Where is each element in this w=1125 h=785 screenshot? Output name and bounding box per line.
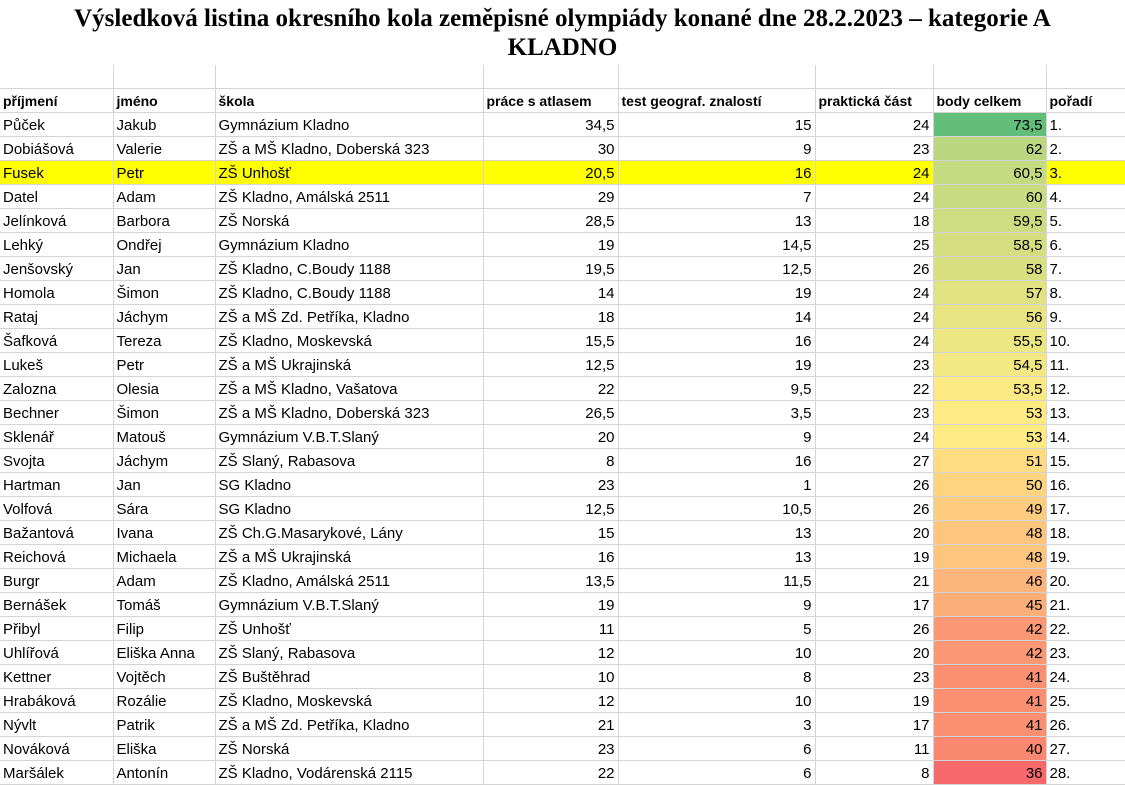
practical-score-cell[interactable]: 26 [815, 617, 933, 641]
rank-cell[interactable]: 8. [1046, 281, 1125, 305]
table-row [0, 473, 1125, 497]
surname-cell[interactable]: Bechner [0, 401, 113, 425]
practical-score-cell[interactable]: 17 [815, 713, 933, 737]
spreadsheet [0, 65, 1125, 785]
atlas-score-cell[interactable]: 15,5 [483, 329, 618, 353]
firstname-cell[interactable]: Tereza [113, 329, 215, 353]
surname-cell[interactable]: Šafková [0, 329, 113, 353]
total-score-cell[interactable]: 36 [933, 761, 1046, 785]
empty-cell[interactable] [1046, 65, 1125, 89]
firstname-cell[interactable]: Jáchym [113, 305, 215, 329]
atlas-score-cell[interactable]: 8 [483, 449, 618, 473]
table-row [0, 569, 1125, 593]
test-score-cell[interactable]: 12,5 [618, 257, 815, 281]
table-row [0, 761, 1125, 785]
rank-cell[interactable]: 13. [1046, 401, 1125, 425]
practical-score-cell[interactable]: 26 [815, 257, 933, 281]
rank-cell[interactable]: 6. [1046, 233, 1125, 257]
table-row [0, 113, 1125, 137]
school-cell[interactable]: ZŠ Norská [215, 737, 483, 761]
rank-cell[interactable]: 18. [1046, 521, 1125, 545]
practical-score-cell[interactable]: 22 [815, 377, 933, 401]
surname-cell[interactable]: Kettner [0, 665, 113, 689]
rank-cell[interactable]: 17. [1046, 497, 1125, 521]
school-cell[interactable]: ZŠ a MŠ Ukrajinská [215, 545, 483, 569]
surname-cell[interactable]: Lehký [0, 233, 113, 257]
total-score-cell[interactable]: 54,5 [933, 353, 1046, 377]
school-cell[interactable]: Gymnázium V.B.T.Slaný [215, 425, 483, 449]
test-score-cell[interactable]: 13 [618, 521, 815, 545]
rank-cell[interactable]: 22. [1046, 617, 1125, 641]
surname-cell[interactable]: Dobiášová [0, 137, 113, 161]
rank-cell[interactable]: 23. [1046, 641, 1125, 665]
table-row [0, 497, 1125, 521]
empty-cell[interactable] [815, 65, 933, 89]
atlas-score-cell[interactable]: 14 [483, 281, 618, 305]
header-rank[interactable]: pořadí [1046, 89, 1125, 113]
rank-cell[interactable]: 12. [1046, 377, 1125, 401]
header-test[interactable]: test geograf. znalostí [618, 89, 815, 113]
rank-cell[interactable]: 7. [1046, 257, 1125, 281]
firstname-cell[interactable]: Filip [113, 617, 215, 641]
atlas-score-cell[interactable]: 13,5 [483, 569, 618, 593]
practical-score-cell[interactable]: 25 [815, 233, 933, 257]
atlas-score-cell[interactable]: 22 [483, 377, 618, 401]
test-score-cell[interactable]: 16 [618, 329, 815, 353]
total-score-cell[interactable]: 55,5 [933, 329, 1046, 353]
surname-cell[interactable]: Uhlířová [0, 641, 113, 665]
test-score-cell[interactable]: 5 [618, 617, 815, 641]
school-cell[interactable]: ZŠ a MŠ Kladno, Doberská 323 [215, 401, 483, 425]
total-score-cell[interactable]: 41 [933, 665, 1046, 689]
practical-score-cell[interactable]: 24 [815, 161, 933, 185]
rank-cell[interactable]: 9. [1046, 305, 1125, 329]
total-score-cell[interactable]: 51 [933, 449, 1046, 473]
firstname-cell[interactable]: Ondřej [113, 233, 215, 257]
total-score-cell[interactable]: 73,5 [933, 113, 1046, 137]
test-score-cell[interactable]: 19 [618, 353, 815, 377]
firstname-cell[interactable]: Jakub [113, 113, 215, 137]
surname-cell[interactable]: Reichová [0, 545, 113, 569]
surname-cell[interactable]: Hrabáková [0, 689, 113, 713]
school-cell[interactable]: ZŠ Slaný, Rabasova [215, 449, 483, 473]
atlas-score-cell[interactable]: 20 [483, 425, 618, 449]
rank-cell[interactable]: 4. [1046, 185, 1125, 209]
test-score-cell[interactable]: 1 [618, 473, 815, 497]
practical-score-cell[interactable]: 27 [815, 449, 933, 473]
atlas-score-cell[interactable]: 23 [483, 737, 618, 761]
atlas-score-cell[interactable]: 19 [483, 593, 618, 617]
table-row [0, 449, 1125, 473]
empty-cell[interactable] [113, 65, 215, 89]
practical-score-cell[interactable]: 11 [815, 737, 933, 761]
title-line-1: Výsledková listina okresního kola zeměpisné olympiády konané dne 28.2.2023 – kategorie A [74, 5, 1051, 32]
school-cell[interactable]: ZŠ Kladno, Amálská 2511 [215, 185, 483, 209]
total-score-cell[interactable]: 57 [933, 281, 1046, 305]
atlas-score-cell[interactable]: 12 [483, 689, 618, 713]
surname-cell[interactable]: Jenšovský [0, 257, 113, 281]
school-cell[interactable]: Gymnázium V.B.T.Slaný [215, 593, 483, 617]
firstname-cell[interactable]: Vojtěch [113, 665, 215, 689]
test-score-cell[interactable]: 13 [618, 545, 815, 569]
rank-cell[interactable]: 14. [1046, 425, 1125, 449]
surname-cell[interactable]: Maršálek [0, 761, 113, 785]
test-score-cell[interactable]: 19 [618, 281, 815, 305]
surname-cell[interactable]: Nováková [0, 737, 113, 761]
atlas-score-cell[interactable]: 22 [483, 761, 618, 785]
school-cell[interactable]: ZŠ Kladno, C.Boudy 1188 [215, 281, 483, 305]
surname-cell[interactable]: Fusek [0, 161, 113, 185]
table-row [0, 593, 1125, 617]
school-cell[interactable]: ZŠ Kladno, Moskevská [215, 689, 483, 713]
table-row [0, 521, 1125, 545]
rank-cell[interactable]: 25. [1046, 689, 1125, 713]
surname-cell[interactable]: Přibyl [0, 617, 113, 641]
school-cell[interactable]: ZŠ Kladno, Amálská 2511 [215, 569, 483, 593]
total-score-cell[interactable]: 49 [933, 497, 1046, 521]
atlas-score-cell[interactable]: 26,5 [483, 401, 618, 425]
school-cell[interactable]: ZŠ a MŠ Zd. Petříka, Kladno [215, 305, 483, 329]
atlas-score-cell[interactable]: 12,5 [483, 497, 618, 521]
total-score-cell[interactable]: 41 [933, 713, 1046, 737]
firstname-cell[interactable]: Sára [113, 497, 215, 521]
practical-score-cell[interactable]: 24 [815, 185, 933, 209]
rank-cell[interactable]: 20. [1046, 569, 1125, 593]
test-score-cell[interactable]: 13 [618, 209, 815, 233]
test-score-cell[interactable]: 9,5 [618, 377, 815, 401]
surname-cell[interactable]: Jelínková [0, 209, 113, 233]
firstname-cell[interactable]: Adam [113, 185, 215, 209]
total-score-cell[interactable]: 42 [933, 617, 1046, 641]
header-school[interactable]: škola [215, 89, 483, 113]
total-score-cell[interactable]: 42 [933, 641, 1046, 665]
practical-score-cell[interactable]: 24 [815, 329, 933, 353]
surname-cell[interactable]: Hartman [0, 473, 113, 497]
firstname-cell[interactable]: Jan [113, 473, 215, 497]
practical-score-cell[interactable]: 23 [815, 353, 933, 377]
rank-cell[interactable]: 24. [1046, 665, 1125, 689]
header-firstname[interactable]: jméno [113, 89, 215, 113]
total-score-cell[interactable]: 56 [933, 305, 1046, 329]
empty-row [0, 65, 1125, 89]
practical-score-cell[interactable]: 21 [815, 569, 933, 593]
practical-score-cell[interactable]: 23 [815, 137, 933, 161]
practical-score-cell[interactable]: 19 [815, 545, 933, 569]
atlas-score-cell[interactable]: 28,5 [483, 209, 618, 233]
firstname-cell[interactable]: Adam [113, 569, 215, 593]
total-score-cell[interactable]: 58 [933, 257, 1046, 281]
empty-cell[interactable] [0, 65, 113, 89]
surname-cell[interactable]: Datel [0, 185, 113, 209]
table-row [0, 257, 1125, 281]
practical-score-cell[interactable]: 23 [815, 401, 933, 425]
test-score-cell[interactable]: 16 [618, 449, 815, 473]
total-score-cell[interactable]: 50 [933, 473, 1046, 497]
firstname-cell[interactable]: Petr [113, 353, 215, 377]
practical-score-cell[interactable]: 24 [815, 305, 933, 329]
practical-score-cell[interactable]: 24 [815, 281, 933, 305]
rank-cell[interactable]: 5. [1046, 209, 1125, 233]
firstname-cell[interactable]: Barbora [113, 209, 215, 233]
surname-cell[interactable]: Zalozna [0, 377, 113, 401]
practical-score-cell[interactable]: 8 [815, 761, 933, 785]
school-cell[interactable]: ZŠ a MŠ Kladno, Vašatova [215, 377, 483, 401]
atlas-score-cell[interactable]: 16 [483, 545, 618, 569]
school-cell[interactable]: Gymnázium Kladno [215, 113, 483, 137]
total-score-cell[interactable]: 40 [933, 737, 1046, 761]
total-score-cell[interactable]: 48 [933, 521, 1046, 545]
table-row [0, 689, 1125, 713]
school-cell[interactable]: SG Kladno [215, 497, 483, 521]
school-cell[interactable]: ZŠ Unhošť [215, 617, 483, 641]
firstname-cell[interactable]: Šimon [113, 401, 215, 425]
total-score-cell[interactable]: 48 [933, 545, 1046, 569]
atlas-score-cell[interactable]: 23 [483, 473, 618, 497]
header-atlas[interactable]: práce s atlasem [483, 89, 618, 113]
school-cell[interactable]: Gymnázium Kladno [215, 233, 483, 257]
total-score-cell[interactable]: 60,5 [933, 161, 1046, 185]
school-cell[interactable]: ZŠ Buštěhrad [215, 665, 483, 689]
surname-cell[interactable]: Burgr [0, 569, 113, 593]
firstname-cell[interactable]: Jan [113, 257, 215, 281]
practical-score-cell[interactable]: 19 [815, 689, 933, 713]
test-score-cell[interactable]: 7 [618, 185, 815, 209]
test-score-cell[interactable]: 9 [618, 137, 815, 161]
sheet-title [0, 0, 1125, 65]
practical-score-cell[interactable]: 18 [815, 209, 933, 233]
test-score-cell[interactable]: 10,5 [618, 497, 815, 521]
test-score-cell[interactable]: 9 [618, 425, 815, 449]
table-row [0, 353, 1125, 377]
table-row [0, 377, 1125, 401]
school-cell[interactable]: ZŠ Kladno, Vodárenská 2115 [215, 761, 483, 785]
school-cell[interactable]: ZŠ Norská [215, 209, 483, 233]
total-score-cell[interactable]: 62 [933, 137, 1046, 161]
surname-cell[interactable]: Půček [0, 113, 113, 137]
total-score-cell[interactable]: 53,5 [933, 377, 1046, 401]
school-cell[interactable]: SG Kladno [215, 473, 483, 497]
atlas-score-cell[interactable]: 19 [483, 233, 618, 257]
header-row [0, 89, 1125, 113]
practical-score-cell[interactable]: 24 [815, 113, 933, 137]
test-score-cell[interactable]: 6 [618, 761, 815, 785]
school-cell[interactable]: ZŠ a MŠ Kladno, Doberská 323 [215, 137, 483, 161]
firstname-cell[interactable]: Tomáš [113, 593, 215, 617]
practical-score-cell[interactable]: 20 [815, 641, 933, 665]
table-row [0, 233, 1125, 257]
atlas-score-cell[interactable]: 18 [483, 305, 618, 329]
table-row [0, 617, 1125, 641]
practical-score-cell[interactable]: 17 [815, 593, 933, 617]
table-row [0, 185, 1125, 209]
atlas-score-cell[interactable]: 10 [483, 665, 618, 689]
atlas-score-cell[interactable]: 29 [483, 185, 618, 209]
atlas-score-cell[interactable]: 12,5 [483, 353, 618, 377]
practical-score-cell[interactable]: 24 [815, 425, 933, 449]
rank-cell[interactable]: 10. [1046, 329, 1125, 353]
school-cell[interactable]: ZŠ Kladno, Moskevská [215, 329, 483, 353]
header-practical[interactable]: praktická část [815, 89, 933, 113]
atlas-score-cell[interactable]: 12 [483, 641, 618, 665]
results-table [0, 65, 1125, 785]
table-row [0, 641, 1125, 665]
test-score-cell[interactable]: 3 [618, 713, 815, 737]
firstname-cell[interactable]: Petr [113, 161, 215, 185]
test-score-cell[interactable]: 8 [618, 665, 815, 689]
test-score-cell[interactable]: 6 [618, 737, 815, 761]
rank-cell[interactable]: 27. [1046, 737, 1125, 761]
empty-cell[interactable] [483, 65, 618, 89]
school-cell[interactable]: ZŠ a MŠ Ukrajinská [215, 353, 483, 377]
firstname-cell[interactable]: Jáchym [113, 449, 215, 473]
table-row [0, 209, 1125, 233]
table-row [0, 545, 1125, 569]
school-cell[interactable]: ZŠ Unhošť [215, 161, 483, 185]
total-score-cell[interactable]: 46 [933, 569, 1046, 593]
table-row [0, 401, 1125, 425]
total-score-cell[interactable]: 53 [933, 401, 1046, 425]
table-row [0, 161, 1125, 185]
atlas-score-cell[interactable]: 30 [483, 137, 618, 161]
test-score-cell[interactable]: 11,5 [618, 569, 815, 593]
title-line-2: KLADNO [507, 34, 618, 61]
surname-cell[interactable]: Volfová [0, 497, 113, 521]
header-total[interactable]: body celkem [933, 89, 1046, 113]
surname-cell[interactable]: Bažantová [0, 521, 113, 545]
test-score-cell[interactable]: 10 [618, 641, 815, 665]
table-row [0, 137, 1125, 161]
table-row [0, 737, 1125, 761]
firstname-cell[interactable]: Ivana [113, 521, 215, 545]
surname-cell[interactable]: Homola [0, 281, 113, 305]
practical-score-cell[interactable]: 20 [815, 521, 933, 545]
total-score-cell[interactable]: 41 [933, 689, 1046, 713]
surname-cell[interactable]: Rataj [0, 305, 113, 329]
firstname-cell[interactable]: Michaela [113, 545, 215, 569]
total-score-cell[interactable]: 58,5 [933, 233, 1046, 257]
total-score-cell[interactable]: 59,5 [933, 209, 1046, 233]
firstname-cell[interactable]: Matouš [113, 425, 215, 449]
rank-cell[interactable]: 2. [1046, 137, 1125, 161]
table-row [0, 425, 1125, 449]
school-cell[interactable]: ZŠ Ch.G.Masarykové, Lány [215, 521, 483, 545]
firstname-cell[interactable]: Eliška Anna [113, 641, 215, 665]
firstname-cell[interactable]: Olesia [113, 377, 215, 401]
total-score-cell[interactable]: 60 [933, 185, 1046, 209]
total-score-cell[interactable]: 53 [933, 425, 1046, 449]
surname-cell[interactable]: Sklenář [0, 425, 113, 449]
rank-cell[interactable]: 16. [1046, 473, 1125, 497]
practical-score-cell[interactable]: 26 [815, 473, 933, 497]
atlas-score-cell[interactable]: 20,5 [483, 161, 618, 185]
rank-cell[interactable]: 19. [1046, 545, 1125, 569]
surname-cell[interactable]: Lukeš [0, 353, 113, 377]
table-row [0, 665, 1125, 689]
test-score-cell[interactable]: 9 [618, 593, 815, 617]
empty-cell[interactable] [933, 65, 1046, 89]
test-score-cell[interactable]: 14,5 [618, 233, 815, 257]
firstname-cell[interactable]: Eliška [113, 737, 215, 761]
table-row [0, 713, 1125, 737]
test-score-cell[interactable]: 3,5 [618, 401, 815, 425]
atlas-score-cell[interactable]: 21 [483, 713, 618, 737]
practical-score-cell[interactable]: 23 [815, 665, 933, 689]
surname-cell[interactable]: Bernášek [0, 593, 113, 617]
firstname-cell[interactable]: Rozálie [113, 689, 215, 713]
table-row [0, 281, 1125, 305]
rank-cell[interactable]: 21. [1046, 593, 1125, 617]
test-score-cell[interactable]: 14 [618, 305, 815, 329]
atlas-score-cell[interactable]: 19,5 [483, 257, 618, 281]
rank-cell[interactable]: 15. [1046, 449, 1125, 473]
rank-cell[interactable]: 11. [1046, 353, 1125, 377]
rank-cell[interactable]: 3. [1046, 161, 1125, 185]
test-score-cell[interactable]: 16 [618, 161, 815, 185]
table-row [0, 329, 1125, 353]
practical-score-cell[interactable]: 26 [815, 497, 933, 521]
surname-cell[interactable]: Nývlt [0, 713, 113, 737]
atlas-score-cell[interactable]: 15 [483, 521, 618, 545]
firstname-cell[interactable]: Valerie [113, 137, 215, 161]
firstname-cell[interactable]: Antonín [113, 761, 215, 785]
atlas-score-cell[interactable]: 11 [483, 617, 618, 641]
test-score-cell[interactable]: 10 [618, 689, 815, 713]
school-cell[interactable]: ZŠ Slaný, Rabasova [215, 641, 483, 665]
firstname-cell[interactable]: Šimon [113, 281, 215, 305]
test-score-cell[interactable]: 15 [618, 113, 815, 137]
surname-cell[interactable]: Svojta [0, 449, 113, 473]
rank-cell[interactable]: 28. [1046, 761, 1125, 785]
school-cell[interactable]: ZŠ Kladno, C.Boudy 1188 [215, 257, 483, 281]
atlas-score-cell[interactable]: 34,5 [483, 113, 618, 137]
empty-cell[interactable] [215, 65, 483, 89]
school-cell[interactable]: ZŠ a MŠ Zd. Petříka, Kladno [215, 713, 483, 737]
total-score-cell[interactable]: 45 [933, 593, 1046, 617]
empty-cell[interactable] [618, 65, 815, 89]
firstname-cell[interactable]: Patrik [113, 713, 215, 737]
rank-cell[interactable]: 1. [1046, 113, 1125, 137]
rank-cell[interactable]: 26. [1046, 713, 1125, 737]
header-surname[interactable]: příjmení [0, 89, 113, 113]
table-row [0, 305, 1125, 329]
